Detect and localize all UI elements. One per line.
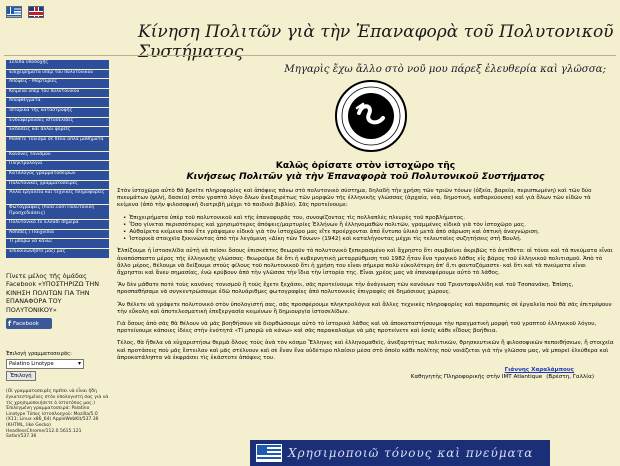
greek-flag-icon[interactable] (6, 6, 22, 18)
welcome-line-1: Καλῶς ὁρίσατε στὸν ἱστοχῶρο τῆς (275, 160, 456, 171)
menu-item-texts[interactable]: Κείμενα ὑπὲρ τοῦ πολυτονικοῦ (6, 89, 109, 98)
sidebar-menu (6, 60, 109, 258)
facebook-group-text: Γίνετε μέλος τῆς ὁμάδας Facebook «ΥΠΟΣΤΗΡΙΖΩ ΤΗΝ ΚΙΝΗΣΗ ΠΟΛΙΤΩΝ ΓΙΑ ΤΗΝ ΕΠΑΝΑΦΟΡΑ ΤΟΥ ΠΟΛΥΤΟΝΙΚΟΥ» (6, 271, 99, 314)
menu-item-greece-today[interactable]: Πολυτονικὸ ἐν Ἑλλάδι σήμερα (6, 220, 109, 229)
list-item[interactable]: • Ἐπιχειρήματα ὑπὲρ τοῦ πολυτονικοῦ καὶ τῆς ἐπαναφορᾶς του, συνοψίζοντας τὶς πολλαπλὲς πλευρὲς τοῦ προβλήματος. (123, 215, 614, 222)
solomos-quote: Μηγαρὶς ἔχω ἄλλο στὸ νοῦ μου πάρεξ ἐλευθερία καὶ γλῶσσα; (284, 64, 606, 75)
menu-item-history[interactable]: Ἱστορικὰ τῆς καταστροφῆς (6, 108, 109, 117)
menu-item-publications[interactable]: Ἐκδόσεις καὶ ἄλλοι φορεῖς (6, 127, 109, 136)
signature-title: Καθηγητὴς Πληροφορικῆς στὴν IMT Atlantique (410, 374, 543, 381)
menu-item-help[interactable]: Τί μπορῶ νὰ κάνω; (6, 239, 109, 248)
list-item[interactable]: • Ἱστορικὰ στοιχεῖα ξεκινώντας ἀπὸ τὴν λεγόμενη «Δίκη τῶν Τόνων» (1942) καὶ καταλήγοντας μέχρι τὶς τελευταῖες συζητήσεις στὴ Βουλή. (123, 236, 614, 243)
font-select-label: Ἐπιλογὴ γραμματοσειρᾶς: (6, 351, 72, 358)
menu-item-opinions[interactable]: Ἀπόψεις - Μαρτυρίες (6, 79, 109, 88)
menu-item-home[interactable]: Σελίδα ὑποδοχῆς (6, 60, 109, 69)
keyboards-paragraph: Ἂν θέλετε νὰ γράφετε πολυτονικὸ στὸν ὑπολογιστή σας, σᾶς προσφέρουμε πληκτρολόγια καὶ ἄλλες τεχνικὲς πληροφορίες καὶ παραπομπὲς σὲ ἐργαλεῖα ποὺ θὰ σᾶς ἐπιτρέψουν τὴν εὔκολη καὶ ἀποτελεσματικὴ ἐπεξεργασία κειμένων ἢ δημιουργία ἱστοσελίδων. (117, 301, 612, 315)
rules-paragraph: Ἂν δὲν μάθατε ποτὲ τοὺς κανόνες τονισμοῦ ἢ τοὺς ἔχετε ξεχάσει, σᾶς προτείνουμε τὴν ἀνάγνωση τῶν κανόνων τοῦ Τριανταφυλλίδη καὶ τοῦ Τσοπανάκη. Ἐπίσης, προσπαθήσαμε νὰ συγκεντρώσουμε ἐδῶ πολυάριθμες φωτογραφίες ἀπὸ πολυτονικὲς ἐπιγραφὲς σὲ δημόσιους χώρους. (117, 282, 574, 296)
signature-name[interactable]: Γιάννης Χαραλάμπους (504, 367, 574, 374)
movement-seal-icon (335, 80, 407, 152)
list-item[interactable]: • Αὐθαίρετα κείμενα ποὺ ἔτε γράψαμεν εἰδικὰ γιὰ τὸν ἱστοχῶρο μας εἴτε προέρχονται ἀπὸ ἔντυπο ὑλικὸ μετὰ ἀπὸ σάρωση καὶ ὀπτικὴ ἀναγνώριση. (123, 229, 614, 236)
menu-item-websites[interactable]: Ἐνδιαφέρουσες ἱστοσελίδες (6, 118, 109, 127)
menu-item-photos[interactable]: Φωτογραφίες (flickr.com Πολυτονική Προσχεδιάσεις) (6, 205, 109, 219)
menu-item-games[interactable]: Ἀσπίδες / Παιχνίδια (6, 230, 109, 239)
signature-title-row (117, 374, 614, 381)
article-body (117, 188, 614, 381)
proposals-list (117, 215, 614, 244)
site-title: Κίνηση Πολιτῶν γιὰ τὴν Ἐπαναφορὰ τοῦ Πολυτονικοῦ Συστήματος (138, 22, 614, 62)
greek-flag-icon (256, 444, 282, 462)
font-select[interactable]: Palatino Linotype ▾ (6, 359, 84, 369)
sidebar (6, 60, 109, 440)
thanks-paragraph: Τέλος, θὰ ἤθελα νὰ εὐχαριστήσω θερμὰ ὅλους τοὺς ἀνὰ τὸν κόσμο Ἕλληνες καὶ ἑλληνομαθεῖς, ἀνεξαρτήτως πολιτικῶν, θρησκευτικῶν ἢ φιλοσοφικῶν πεποιθήσεων, ἢ στοιχεῖα καὶ προτάσεις ποὺ μᾶς ἔστειλαν καὶ μᾶς στέλνουν καὶ σὲ ἕναν ἕνα οὐδέτερο πλαίσιο μέσα στὸ ὁποῖο κάθε πολίτης ποὺ νοιάζεται γιὰ τὴν γλῶσσα μας, νὰ μπορεῖ ἐλεύθερα καὶ ἀπροκατάληπτα νὰ ἐκφράσει τὶς ἐκάστοτε ἀπόψεις του. (117, 340, 614, 361)
menu-item-font-catalog[interactable]: Κατάλογος γραμματοσειρῶν (6, 171, 109, 180)
menu-item-tools[interactable]: Ἄλλα ἐργαλεῖα καὶ τεχνικὲς πληροφορίες (6, 190, 109, 204)
intro-paragraph: Στὸν ἱστοχῶρο αὐτὸ θὰ βρεῖτε πληροφορίες καὶ ἀπόψεις πάνω στὸ πολυτονικὸ σύστημα, δηλαδὴ τὴν χρήση τῶν τριῶν τόνων (ὀξεία, βαρεία, περισπωμένη) καὶ τῶν δύο πνευμάτων (ψιλή, δασεία) στὸν γραπτὸ λόγο ὅλων ἀνεξαιρέτως τῶν μορφῶν τῆς ἑλληνικῆς γλώσσας (ἀρχαία, νέα, δημοτική, καθαρεύουσα) καὶ γιὰ ὅλων τῶν εἰδῶν τὰ κείμενα (ἀπὸ τὴν φιλοσοφικὴ διατριβὴ μέχρι τὸ παιδικὸ βιβλίο). Σᾶς προτείνουμε: (117, 188, 592, 209)
choose-font-button[interactable]: Ἐπιλογή (6, 371, 36, 381)
language-flags (6, 6, 44, 18)
mission-paragraph: Ἐλπίζουμε ἡ ἱστοσελίδα αὐτὴ νὰ πείσει ὅσους ἐπισκέπτες θεωροῦν τὸ πολυτονικὸ ξεπερασμένο καὶ ἄχρηστο ὅτι συμβαίνει ἀκριβῶς τὸ ἀντίθετο: οἱ τόνοι καὶ τὰ πνεύματα εἶναι ἀναπόσπαστο μέρος τῆς ἑλληνικῆς γλώσσας· θεωροῦμε δὲ ὅτι ἡ κυβερνητικὴ μεταρρύθμιση τοῦ 1982 ἦταν ἕνα τραγικὸ λάθος εἰς βάρος τοῦ ἑλληνικοῦ πολιτισμοῦ. Ἀπὸ τὸ ἄλλο μέρος, θέλουμε νὰ δείξουμε στοὺς φίλους τοῦ πολυτονικοῦ ὅτι ἡ χρήση του εἶναι σήμερα πολὺ εὐκολότερη ἀπ' ὅ,τι φανταζόμαστε· καὶ ὅτι καὶ τὰ πνεύματα εἶναι ἄχρηστοι καὶ ἄνευ σημασίας, ἐνῶ κρύβουν ἀπὸ τὴν γλῶσσα τὴν ἴδια τὴν ἱστορία της. Εἶναι χρέος μας νὰ ἐπαναφέρουμε αὐτὸ τὸ λάθος. (117, 248, 613, 277)
facebook-button[interactable] (6, 318, 52, 329)
list-item[interactable]: • Ὅσο γίνεται περισσότερες καὶ χρησιμότερες ἀπόψεις/μαρτυρίες Ἑλλήνων ἢ ἑλληνομαθῶν πολιτῶν, γραμμένες εἰδικὰ γιὰ τὸν ἱστοχῶρο μας. (123, 222, 614, 229)
menu-item-contact[interactable]: Ἐπικοινωνῆστε μαζί μας (6, 249, 109, 258)
welcome-line-2: Κινήσεως Πολιτῶν γιὰ τὴν Ἐπαναφορὰ τοῦ Πολυτονικοῦ Συστήματος (186, 171, 545, 182)
banner-text: Χρησιμοποιῶ τόνους καὶ πνεύματα (288, 446, 534, 460)
welcome-heading (117, 160, 614, 182)
facebook-label: Facebook (13, 320, 39, 327)
header-divider (4, 55, 616, 56)
uk-flag-icon[interactable] (28, 6, 44, 18)
facebook-icon: f (8, 319, 12, 328)
menu-item-polytonic-fonts[interactable]: Πολυτονικὲς γραμματοσειρὲς (6, 181, 109, 190)
menu-item-quotes[interactable]: Ἀποφθέγματα (6, 98, 109, 107)
polytonic-banner[interactable] (250, 440, 550, 466)
menu-item-lessons[interactable]: Μάθετε τονισμὸ σὲ δέκα απλὰ μαθήματα (6, 137, 109, 151)
menu-item-arguments[interactable]: Ἐπιχειρήματα ὑπὲρ τοῦ πολυτονικοῦ (6, 70, 109, 79)
menu-item-accent-rules[interactable]: Κανόνες τονισμοῦ (6, 152, 109, 161)
font-note: (Οἱ γραμματοσειρὲς πρέπει νὰ εἶναι ἤδη ἐγκατεστημένες στὸν ὑπολογιστή σας γιὰ νὰ τὶς χρησιμοποιήσετε ὁ ἱστοτόπος μας.) Ἐπιλεγμένη γραμματοσειρά: Palatino Linotype Τύπος ἱστοπλοηγοῦ: Mozilla/5.0 (X11; Linux x86_64) AppleWebKit/537.36 (KHTML, like Gecko) HeadlessChrome/112.0.5615.121 Safari/537.36 (6, 389, 109, 440)
signature-place: (Βρέστη, Γαλλία) (546, 374, 594, 381)
menu-item-keyboards[interactable]: Πληκτρολόγια (6, 161, 109, 170)
help-paragraph: Γιὰ ὅσους ἀπὸ σᾶς θὰ θέλουν νὰ μᾶς βοηθήσουν νὰ διορθώσουμε αὐτὸ τὸ ἱστορικὸ λάθος καὶ νὰ ἀποκαταστήσουμε τὴν πραγματικὴ μορφὴ τοῦ γραπτοῦ ἑλληνικοῦ λόγου, προτείνουμε κάποιες ἰδέες στὴν ἑνότητά «Τί μπορῶ νὰ κάνω» καὶ σᾶς παρακαλοῦμε νὰ μᾶς προτείνετε καὶ ἐσεῖς κάθε εἴδους βοήθεια. (117, 321, 597, 335)
